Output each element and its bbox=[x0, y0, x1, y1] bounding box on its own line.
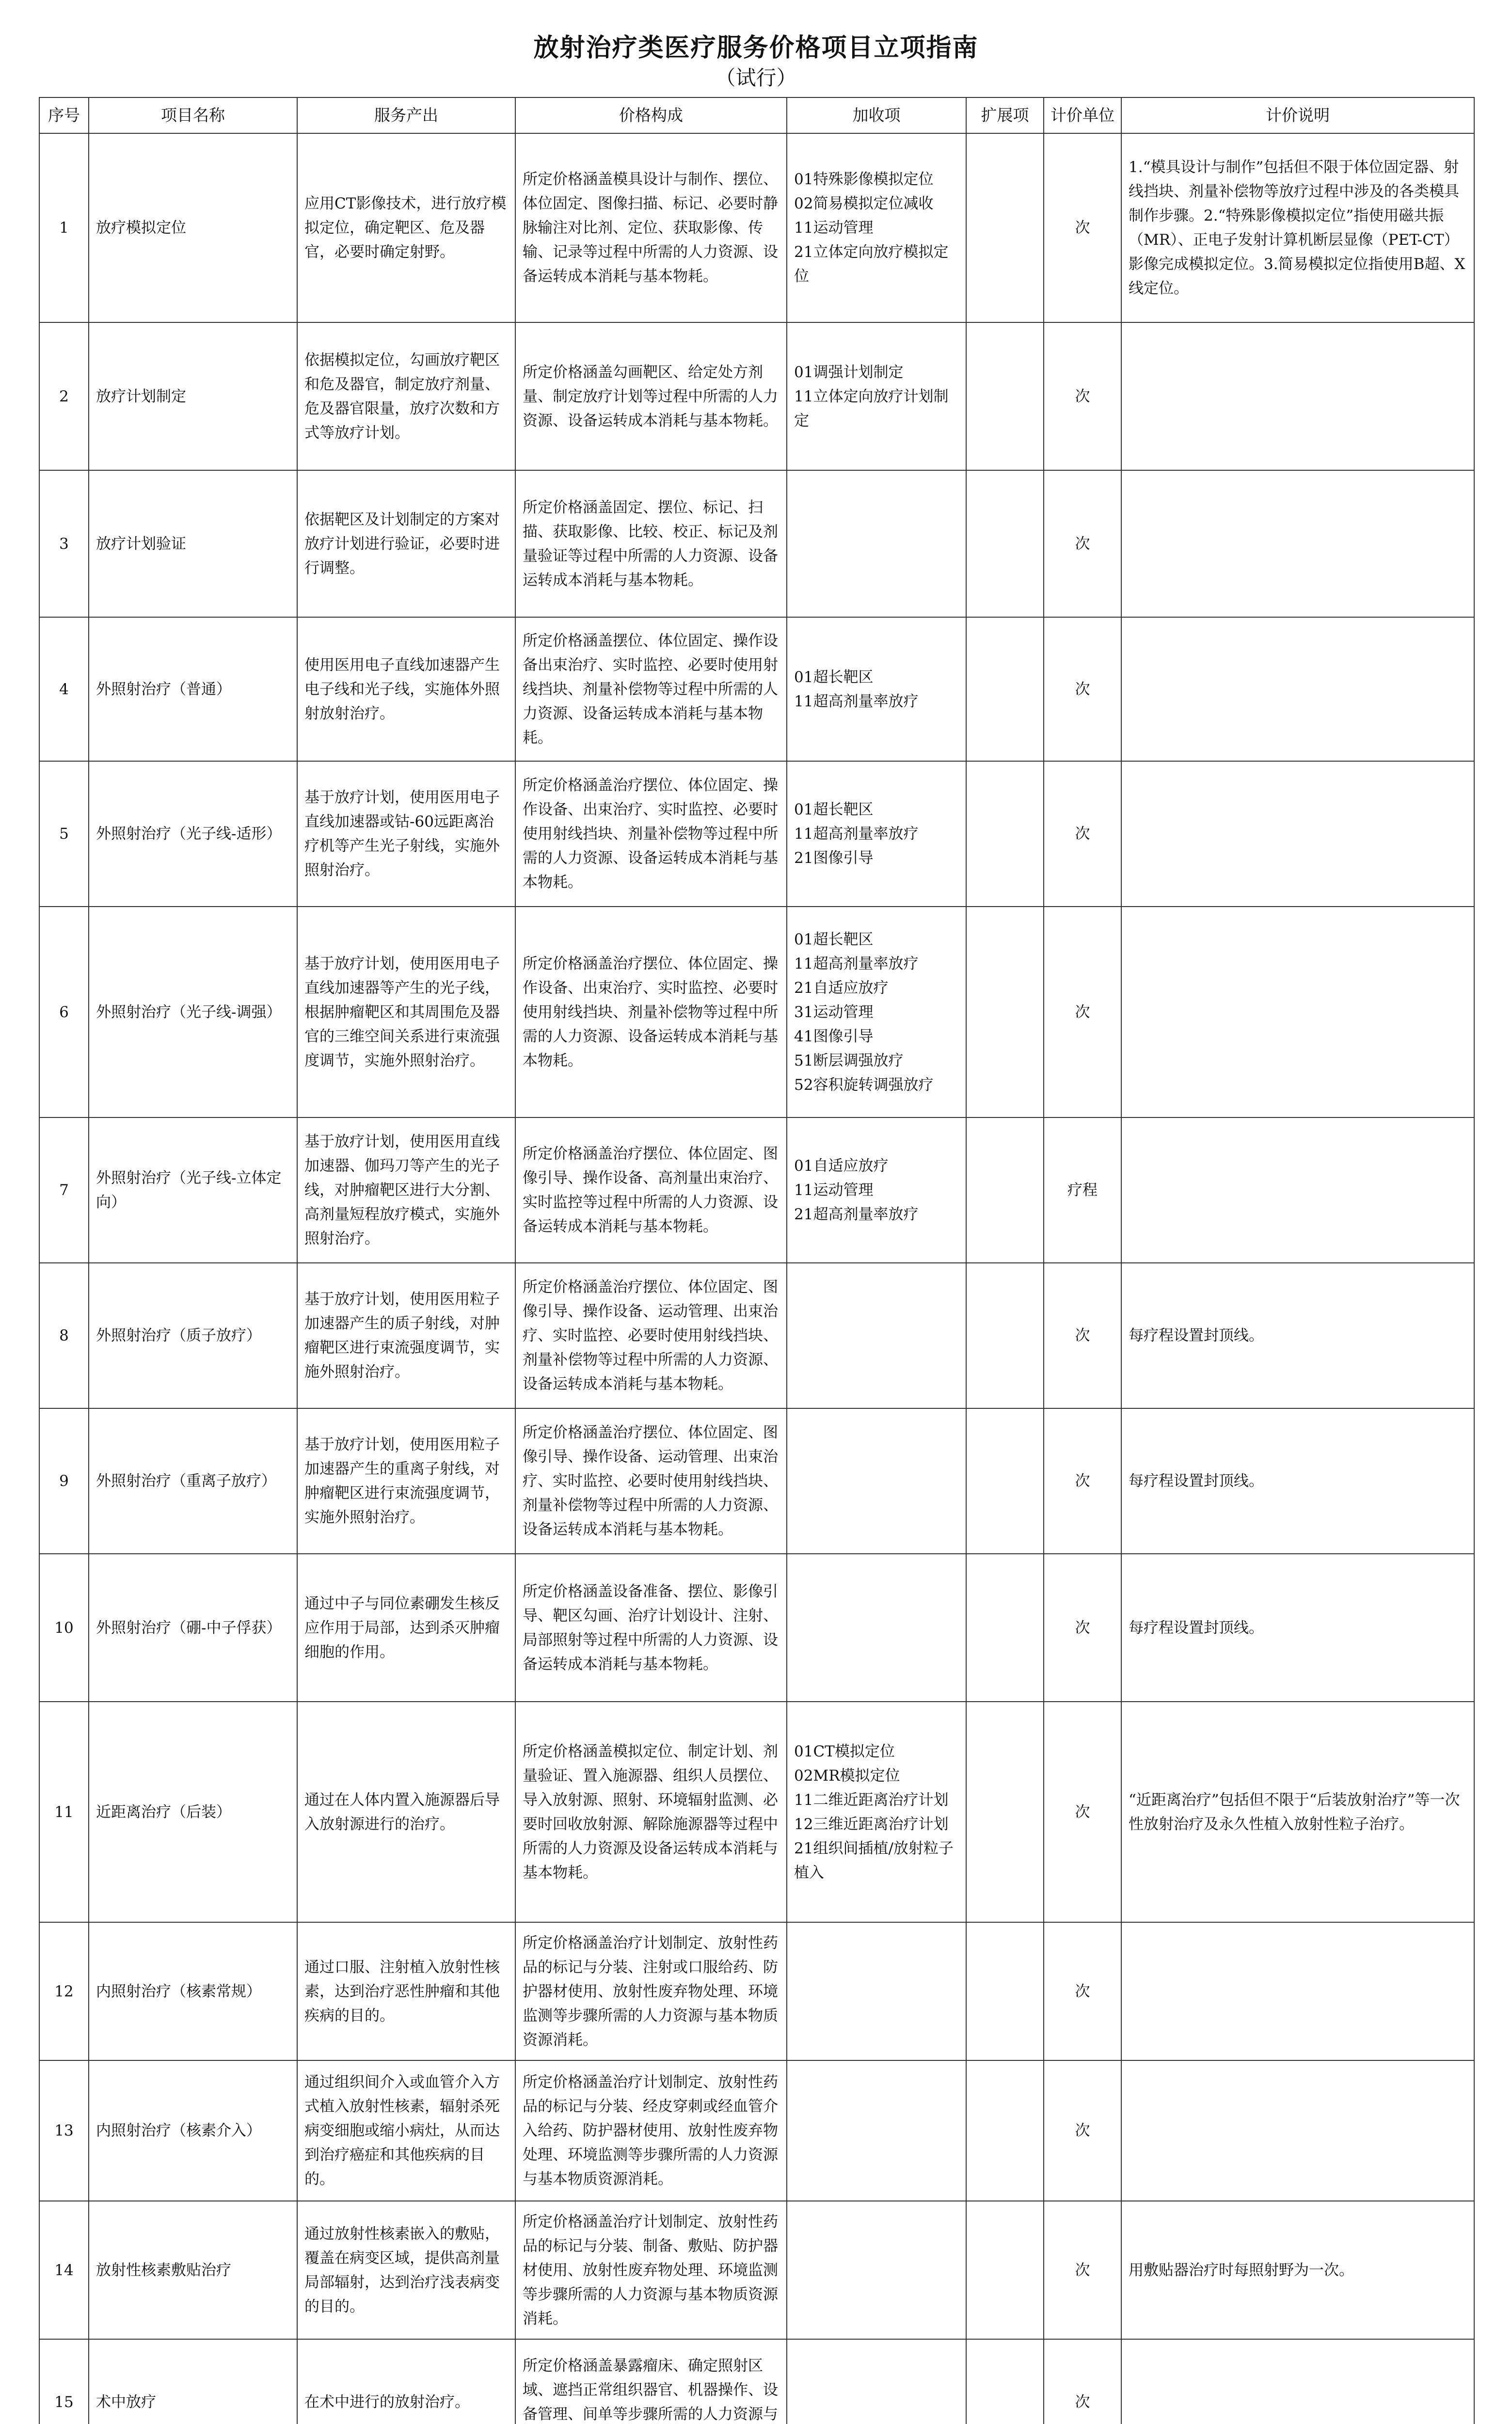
table-row bbox=[39, 1702, 1474, 1922]
extension-items bbox=[966, 1702, 1044, 1922]
table-row bbox=[39, 133, 1474, 322]
price-composition: 所定价格涵盖模具设计与制作、摆位、体位固定、图像扫描、标记、必要时静脉输注对比剂、定位、获取影像、传输、记录等过程中所需的人力资源、设备运转成本消耗与基本物耗。 bbox=[515, 133, 787, 322]
extension-items bbox=[966, 322, 1044, 470]
table-header-row bbox=[39, 97, 1474, 133]
price-composition: 所定价格涵盖治疗计划制定、放射性药品的标记与分装、制备、敷贴、防护器材使用、放射性废弃物处理、环境监测等步骤所需的人力资源与基本物质资源消耗。 bbox=[515, 2201, 787, 2339]
pricing-unit: 次 bbox=[1044, 2060, 1121, 2201]
extension-items bbox=[966, 1408, 1044, 1554]
addon-item: 31运动管理 bbox=[794, 1003, 874, 1021]
addon-items bbox=[787, 1702, 966, 1922]
addon-item: 11立体定向放疗计划制定 bbox=[794, 387, 949, 430]
pricing-note bbox=[1121, 1117, 1474, 1263]
table-row bbox=[39, 1554, 1474, 1702]
row-number: 15 bbox=[39, 2339, 89, 2424]
item-name: 外照射治疗（质子放疗） bbox=[89, 1263, 297, 1408]
pricing-unit: 次 bbox=[1044, 1408, 1121, 1554]
pricing-note bbox=[1121, 322, 1474, 470]
addon-item: 21自适应放疗 bbox=[794, 979, 889, 997]
table-row bbox=[39, 761, 1474, 907]
table-row bbox=[39, 2339, 1474, 2424]
pricing-note bbox=[1121, 617, 1474, 761]
row-number: 14 bbox=[39, 2201, 89, 2339]
addon-items bbox=[787, 1263, 966, 1408]
extension-items bbox=[966, 2201, 1044, 2339]
addon-item: 11超高剂量率放疗 bbox=[794, 825, 919, 843]
price-composition: 所定价格涵盖治疗摆位、体位固定、图像引导、操作设备、运动管理、出束治疗、实时监控、必要时使用射线挡块、剂量补偿物等过程中所需的人力资源、设备运转成本消耗与基本物耗。 bbox=[515, 1263, 787, 1408]
price-composition: 所定价格涵盖治疗计划制定、放射性药品的标记与分装、注射或口服给药、防护器材使用、放射性废弃物处理、环境监测等步骤所需的人力资源与基本物质资源消耗。 bbox=[515, 1922, 787, 2060]
addon-item: 02MR模拟定位 bbox=[794, 1767, 900, 1785]
extension-items bbox=[966, 1263, 1044, 1408]
service-output: 基于放疗计划，使用医用粒子加速器产生的质子射线，对肿瘤靶区进行束流强度调节，实施外照射治疗。 bbox=[297, 1263, 515, 1408]
price-composition: 所定价格涵盖固定、摆位、标记、扫描、获取影像、比较、校正、标记及剂量验证等过程中所需的人力资源、设备运转成本消耗与基本物耗。 bbox=[515, 470, 787, 617]
header-no: 序号 bbox=[39, 97, 89, 133]
pricing-note: 每疗程设置封顶线。 bbox=[1121, 1263, 1474, 1408]
item-name: 内照射治疗（核素常规） bbox=[89, 1922, 297, 2060]
pricing-unit: 次 bbox=[1044, 2201, 1121, 2339]
addon-item: 02简易模拟定位减收 bbox=[794, 195, 934, 212]
table-body bbox=[39, 133, 1474, 2424]
pricing-note: 每疗程设置封顶线。 bbox=[1121, 1554, 1474, 1702]
extension-items bbox=[966, 133, 1044, 322]
header-composition: 价格构成 bbox=[515, 97, 787, 133]
pricing-note bbox=[1121, 470, 1474, 617]
service-output: 在术中进行的放射治疗。 bbox=[297, 2339, 515, 2424]
addon-items bbox=[787, 1117, 966, 1263]
document-title: 放射治疗类医疗服务价格项目立项指南 bbox=[533, 33, 979, 63]
pricing-unit: 次 bbox=[1044, 322, 1121, 470]
addon-items bbox=[787, 322, 966, 470]
price-composition: 所定价格涵盖设备准备、摆位、影像引导、靶区勾画、治疗计划设计、注射、局部照射等过程中所需的人力资源、设备运转成本消耗与基本物耗。 bbox=[515, 1554, 787, 1702]
price-composition: 所定价格涵盖治疗摆位、体位固定、图像引导、操作设备、高剂量出束治疗、实时监控等过程中所需的人力资源、设备运转成本消耗与基本物耗。 bbox=[515, 1117, 787, 1263]
row-number: 2 bbox=[39, 322, 89, 470]
addon-item: 11运动管理 bbox=[794, 219, 874, 237]
pricing-unit: 次 bbox=[1044, 617, 1121, 761]
row-number: 9 bbox=[39, 1408, 89, 1554]
header-unit: 计价单位 bbox=[1044, 97, 1121, 133]
addon-item: 01特殊影像模拟定位 bbox=[794, 171, 934, 188]
pricing-unit: 次 bbox=[1044, 907, 1121, 1117]
addon-item: 01超长靶区 bbox=[794, 668, 874, 686]
service-output: 通过口服、注射植入放射性核素，达到治疗恶性肿瘤和其他疾病的目的。 bbox=[297, 1922, 515, 2060]
pricing-note bbox=[1121, 907, 1474, 1117]
row-number: 4 bbox=[39, 617, 89, 761]
addon-item: 12三维近距离治疗计划 bbox=[794, 1815, 949, 1833]
table-row bbox=[39, 2201, 1474, 2339]
addon-items bbox=[787, 761, 966, 907]
addon-items bbox=[787, 133, 966, 322]
pricing-unit: 次 bbox=[1044, 761, 1121, 907]
addon-item: 21超高剂量率放疗 bbox=[794, 1206, 919, 1223]
item-name: 外照射治疗（重离子放疗） bbox=[89, 1408, 297, 1554]
header-output: 服务产出 bbox=[297, 97, 515, 133]
pricing-unit: 次 bbox=[1044, 1263, 1121, 1408]
item-name: 外照射治疗（光子线-调强） bbox=[89, 907, 297, 1117]
row-number: 6 bbox=[39, 907, 89, 1117]
addon-items bbox=[787, 1408, 966, 1554]
extension-items bbox=[966, 1922, 1044, 2060]
item-name: 内照射治疗（核素介入） bbox=[89, 2060, 297, 2201]
table-row bbox=[39, 1408, 1474, 1554]
service-output: 通过中子与同位素硼发生核反应作用于局部，达到杀灭肿瘤细胞的作用。 bbox=[297, 1554, 515, 1702]
item-name: 术中放疗 bbox=[89, 2339, 297, 2424]
price-composition: 所定价格涵盖暴露瘤床、确定照射区域、遮挡正常组织器官、机器操作、设备管理、间单等步骤所需的人力资源与 bbox=[515, 2339, 787, 2424]
price-composition: 所定价格涵盖勾画靶区、给定处方剂量、制定放疗计划等过程中所需的人力资源、设备运转成本消耗与基本物耗。 bbox=[515, 322, 787, 470]
row-number: 10 bbox=[39, 1554, 89, 1702]
price-composition: 所定价格涵盖治疗摆位、体位固定、图像引导、操作设备、运动管理、出束治疗、实时监控、必要时使用射线挡块、剂量补偿物等过程中所需的人力资源、设备运转成本消耗与基本物耗。 bbox=[515, 1408, 787, 1554]
addon-item: 01超长靶区 bbox=[794, 801, 874, 818]
extension-items bbox=[966, 907, 1044, 1117]
pricing-note bbox=[1121, 2060, 1474, 2201]
item-name: 外照射治疗（光子线-适形） bbox=[89, 761, 297, 907]
addon-items bbox=[787, 2339, 966, 2424]
item-name: 近距离治疗（后装） bbox=[89, 1702, 297, 1922]
service-output: 通过放射性核素嵌入的敷贴，覆盖在病变区域，提供高剂量局部辐射，达到治疗浅表病变的目的。 bbox=[297, 2201, 515, 2339]
addon-items bbox=[787, 1554, 966, 1702]
table-row bbox=[39, 617, 1474, 761]
header-name: 项目名称 bbox=[89, 97, 297, 133]
addon-items bbox=[787, 470, 966, 617]
pricing-note bbox=[1121, 1922, 1474, 2060]
extension-items bbox=[966, 470, 1044, 617]
item-name: 放疗计划验证 bbox=[89, 470, 297, 617]
row-number: 8 bbox=[39, 1263, 89, 1408]
row-number: 1 bbox=[39, 133, 89, 322]
service-output: 依据靶区及计划制定的方案对放疗计划进行验证，必要时进行调整。 bbox=[297, 470, 515, 617]
table-row bbox=[39, 2060, 1474, 2201]
pricing-note: “近距离治疗”包括但不限于“后装放射治疗”等一次性放射治疗及永久性植入放射性粒子治疗。 bbox=[1121, 1702, 1474, 1922]
service-output: 基于放疗计划，使用医用粒子加速器产生的重离子射线，对肿瘤靶区进行束流强度调节，实施外照射治疗。 bbox=[297, 1408, 515, 1554]
item-name: 外照射治疗（硼-中子俘获） bbox=[89, 1554, 297, 1702]
item-name: 外照射治疗（普通） bbox=[89, 617, 297, 761]
pricing-note: 每疗程设置封顶线。 bbox=[1121, 1408, 1474, 1554]
table-row bbox=[39, 1117, 1474, 1263]
service-output: 基于放疗计划，使用医用电子直线加速器或钴-60远距离治疗机等产生光子射线，实施外照射治疗。 bbox=[297, 761, 515, 907]
table-row bbox=[39, 1922, 1474, 2060]
addon-item: 21立体定向放疗模拟定位 bbox=[794, 243, 949, 285]
table-row bbox=[39, 1263, 1474, 1408]
service-output: 通过在人体内置入施源器后导入放射源进行的治疗。 bbox=[297, 1702, 515, 1922]
extension-items bbox=[966, 1554, 1044, 1702]
extension-items bbox=[966, 617, 1044, 761]
addon-item: 01CT模拟定位 bbox=[794, 1742, 895, 1760]
pricing-unit: 次 bbox=[1044, 1922, 1121, 2060]
extension-items bbox=[966, 2339, 1044, 2424]
addon-item: 21组织间插植/放射粒子植入 bbox=[794, 1839, 954, 1882]
extension-items bbox=[966, 1117, 1044, 1263]
addon-items bbox=[787, 617, 966, 761]
header-addons: 加收项 bbox=[787, 97, 966, 133]
header-extension: 扩展项 bbox=[966, 97, 1044, 133]
addon-item: 01自适应放疗 bbox=[794, 1157, 889, 1175]
item-name: 放疗模拟定位 bbox=[89, 133, 297, 322]
table-row bbox=[39, 322, 1474, 470]
pricing-unit: 次 bbox=[1044, 2339, 1121, 2424]
price-composition: 所定价格涵盖治疗摆位、体位固定、操作设备、出束治疗、实时监控、必要时使用射线挡块、剂量补偿物等过程中所需的人力资源、设备运转成本消耗与基本物耗。 bbox=[515, 907, 787, 1117]
service-output: 依据模拟定位，勾画放疗靶区和危及器官，制定放疗剂量、危及器官限量，放疗次数和方式等放疗计划。 bbox=[297, 322, 515, 470]
addon-item: 11二维近距离治疗计划 bbox=[794, 1791, 949, 1809]
addon-items bbox=[787, 2201, 966, 2339]
service-output: 通过组织间介入或血管介入方式植入放射性核素，辐射杀死病变细胞或缩小病灶，从而达到治疗癌症和其他疾病的目的。 bbox=[297, 2060, 515, 2201]
row-number: 5 bbox=[39, 761, 89, 907]
extension-items bbox=[966, 2060, 1044, 2201]
extension-items bbox=[966, 761, 1044, 907]
price-composition: 所定价格涵盖治疗摆位、体位固定、操作设备、出束治疗、实时监控、必要时使用射线挡块、剂量补偿物等过程中所需的人力资源、设备运转成本消耗与基本物耗。 bbox=[515, 761, 787, 907]
header-note: 计价说明 bbox=[1121, 97, 1474, 133]
price-item-table bbox=[39, 97, 1475, 2424]
pricing-note bbox=[1121, 2339, 1474, 2424]
service-output: 使用医用电子直线加速器产生电子线和光子线，实施体外照射放射治疗。 bbox=[297, 617, 515, 761]
pricing-unit: 次 bbox=[1044, 470, 1121, 617]
pricing-unit: 疗程 bbox=[1044, 1117, 1121, 1263]
addon-item: 52容积旋转调强放疗 bbox=[794, 1076, 934, 1094]
row-number: 12 bbox=[39, 1922, 89, 2060]
row-number: 3 bbox=[39, 470, 89, 617]
addon-item: 11运动管理 bbox=[794, 1181, 874, 1199]
table-row bbox=[39, 907, 1474, 1117]
pricing-note: 用敷贴器治疗时每照射野为一次。 bbox=[1121, 2201, 1474, 2339]
addon-item: 21图像引导 bbox=[794, 849, 874, 867]
addon-item: 41图像引导 bbox=[794, 1027, 874, 1045]
service-output: 基于放疗计划，使用医用直线加速器、伽玛刀等产生的光子线，对肿瘤靶区进行大分割、高剂量短程放疗模式，实施外照射治疗。 bbox=[297, 1117, 515, 1263]
addon-item: 51断层调强放疗 bbox=[794, 1052, 904, 1069]
row-number: 11 bbox=[39, 1702, 89, 1922]
addon-item: 01超长靶区 bbox=[794, 930, 874, 948]
addon-items bbox=[787, 907, 966, 1117]
price-composition: 所定价格涵盖治疗计划制定、放射性药品的标记与分装、经皮穿刺或经血管介入给药、防护器材使用、放射性废弃物处理、环境监测等步骤所需的人力资源与基本物质资源消耗。 bbox=[515, 2060, 787, 2201]
service-output: 应用CT影像技术，进行放疗模拟定位，确定靶区、危及器官，必要时确定射野。 bbox=[297, 133, 515, 322]
item-name: 外照射治疗（光子线-立体定向） bbox=[89, 1117, 297, 1263]
pricing-note: 1.“模具设计与制作”包括但不限于体位固定器、射线挡块、剂量补偿物等放疗过程中涉及的各类模具制作步骤。2.“特殊影像模拟定位”指使用磁共振（MR）、正电子发射计算机断层显像（PET-CT）影像完成模拟定位。3.简易模拟定位指使用B超、X线定位。 bbox=[1121, 133, 1474, 322]
addon-items bbox=[787, 2060, 966, 2201]
pricing-unit: 次 bbox=[1044, 1554, 1121, 1702]
service-output: 基于放疗计划，使用医用电子直线加速器等产生的光子线，根据肿瘤靶区和其周围危及器官的三维空间关系进行束流强度调节，实施外照射治疗。 bbox=[297, 907, 515, 1117]
item-name: 放射性核素敷贴治疗 bbox=[89, 2201, 297, 2339]
price-composition: 所定价格涵盖模拟定位、制定计划、剂量验证、置入施源器、组织人员摆位、导入放射源、照射、环境辐射监测、必要时回收放射源、解除施源器等过程中所需的人力资源及设备运转成本消耗与基本物耗。 bbox=[515, 1702, 787, 1922]
addon-item: 01调强计划制定 bbox=[794, 363, 904, 381]
row-number: 13 bbox=[39, 2060, 89, 2201]
addon-item: 11超高剂量率放疗 bbox=[794, 692, 919, 710]
table-row bbox=[39, 470, 1474, 617]
document-subtitle: （试行） bbox=[715, 66, 797, 90]
item-name: 放疗计划制定 bbox=[89, 322, 297, 470]
pricing-note bbox=[1121, 761, 1474, 907]
row-number: 7 bbox=[39, 1117, 89, 1263]
addon-item: 11超高剂量率放疗 bbox=[794, 955, 919, 973]
pricing-unit: 次 bbox=[1044, 133, 1121, 322]
price-composition: 所定价格涵盖摆位、体位固定、操作设备出束治疗、实时监控、必要时使用射线挡块、剂量补偿物等过程中所需的人力资源、设备运转成本消耗与基本物耗。 bbox=[515, 617, 787, 761]
pricing-unit: 次 bbox=[1044, 1702, 1121, 1922]
addon-items bbox=[787, 1922, 966, 2060]
